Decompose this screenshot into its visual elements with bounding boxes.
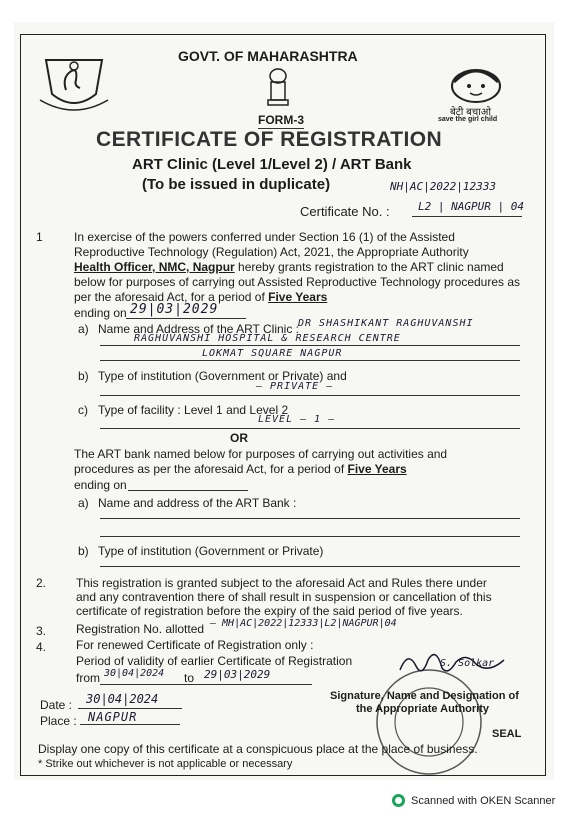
item-c-label: c)	[78, 403, 88, 417]
clause-1-line-3: Health Officer, NMC, Nagpur hereby grants registration to the ART clinic named	[74, 260, 504, 274]
seal-label: SEAL	[492, 728, 522, 740]
to-label: to	[184, 671, 195, 685]
item-a-text: Name and Address of the ART Clinic :	[98, 322, 299, 336]
scanner-watermark	[392, 794, 555, 807]
clause-2-line-2: and any contravention there of shall result in suspension or cancellation of this	[76, 590, 492, 604]
clause-2-line-1: This registration is granted subject to the aforesaid Act and Rules there under	[76, 576, 487, 590]
from-label: from	[76, 671, 100, 685]
clause-1-number: 1	[36, 230, 43, 244]
subtitle: ART Clinic (Level 1/Level 2) / ART Bank	[132, 156, 412, 173]
clause-4-number: 4.	[36, 640, 47, 654]
scanner-text: Scanned with OKEN Scanner	[411, 794, 556, 807]
or-separator: OR	[230, 431, 248, 445]
item-a-label: a)	[78, 322, 89, 336]
clause-4-line-2: Period of validity of earlier Certificate of Registration	[76, 654, 353, 668]
clause-4-line-1: For renewed Certificate of Registration only :	[76, 638, 314, 652]
bank-period: Five Years	[347, 462, 407, 476]
clause-2-number: 2.	[36, 576, 47, 590]
institution-type-hw: — PRIVATE —	[256, 381, 334, 392]
bank-b-label: b)	[78, 544, 89, 558]
clinic-period: Five Years	[268, 290, 328, 304]
bank-line-2: procedures as per the aforesaid Act, for a period of Five Years	[74, 462, 407, 476]
signature-caption-2: the Appropriate Authority	[356, 703, 490, 715]
bank-a-label: a)	[78, 496, 89, 510]
clause-1-line-1: In exercise of the powers conferred under Section 16 (1) of the Assisted	[74, 230, 455, 244]
beti-bachao-hindi: बेटी बचाओ	[450, 107, 491, 118]
to-date-hw: 29|03|2029	[204, 668, 271, 681]
clause-1-line-2: Reproductive Technology (Regulation) Act, 2021, the Appropriate Authority	[74, 245, 469, 259]
place-label: Place :	[40, 714, 77, 728]
beti-bachao-logo-icon	[446, 64, 506, 104]
facility-level-hw: LEVEL — 1 —	[258, 414, 336, 425]
clause-1-line-4: below for purposes of carrying out Assisted Reproductive Technology procedures as	[74, 275, 521, 289]
signer-name-hw: S. Solkar	[440, 658, 495, 669]
registration-number-hw: — MH|AC|2022|12333|L2|NAGPUR|04	[210, 618, 397, 629]
govt-heading: GOVT. OF MAHARASHTRA	[178, 48, 358, 64]
clinic-address-hw: LOKMAT SQUARE NAGPUR	[202, 348, 343, 359]
nmc-emblem-icon	[36, 50, 112, 116]
certificate-number-label: Certificate No. :	[300, 204, 390, 219]
oken-logo-icon	[392, 794, 405, 807]
certificate-number-hw-top: NH|AC|2022|12333	[390, 180, 496, 193]
form-number: FORM-3	[258, 113, 304, 127]
ashoka-emblem-icon	[264, 66, 292, 110]
place-hw: NAGPUR	[88, 710, 138, 724]
signature-caption-1: Signature, Name and Designation of	[330, 690, 519, 702]
issued-note: (To be issued in duplicate)	[142, 176, 331, 193]
item-b-text: Type of institution (Government or Private) and	[98, 369, 347, 383]
page-title: CERTIFICATE OF REGISTRATION	[96, 128, 443, 151]
bank-b-text: Type of institution (Government or Private)	[98, 544, 324, 558]
bank-ending: ending on	[74, 478, 127, 492]
bank-line-1: The ART bank named below for purposes of carrying out activities and	[74, 447, 448, 461]
date-hw: 30|04|2024	[86, 692, 159, 706]
item-b-label: b)	[78, 369, 89, 383]
date-label: Date :	[40, 698, 73, 712]
bank-a-text: Name and address of the ART Bank :	[98, 496, 297, 510]
authority-name: Health Officer, NMC, Nagpur	[74, 260, 235, 274]
display-note: Display one copy of this certificate at a conspicuous place at the place of business.	[38, 742, 478, 756]
item-c-text: Type of facility : Level 1 and Level 2	[98, 403, 289, 417]
beti-bachao-english: save the girl child	[438, 116, 498, 123]
clause-3-text: Registration No. allotted	[76, 622, 205, 636]
clause-1-line-5: per the aforesaid Act, for a period of Five Years	[74, 290, 328, 304]
strike-note: * Strike out whichever is not applicable or necessary	[38, 758, 293, 770]
clinic-name-hw: RAGHUVANSHI HOSPITAL & RESEARCH CENTRE	[134, 333, 401, 344]
clinic-doctor-hw: DR SHASHIKANT RAGHUVANSHI	[298, 318, 474, 329]
certificate-number-hw-bottom: L2 | NAGPUR | 04	[418, 200, 524, 213]
official-stamp-icon	[372, 666, 486, 778]
clause-2-line-3: certificate of registration before the expiry of the said period of five years.	[76, 604, 463, 618]
clause-3-number: 3.	[36, 624, 47, 638]
from-date-hw: 30|04|2024	[104, 668, 165, 679]
ending-label: ending on	[74, 306, 127, 320]
ending-date-hw: 29|03|2029	[130, 302, 219, 317]
